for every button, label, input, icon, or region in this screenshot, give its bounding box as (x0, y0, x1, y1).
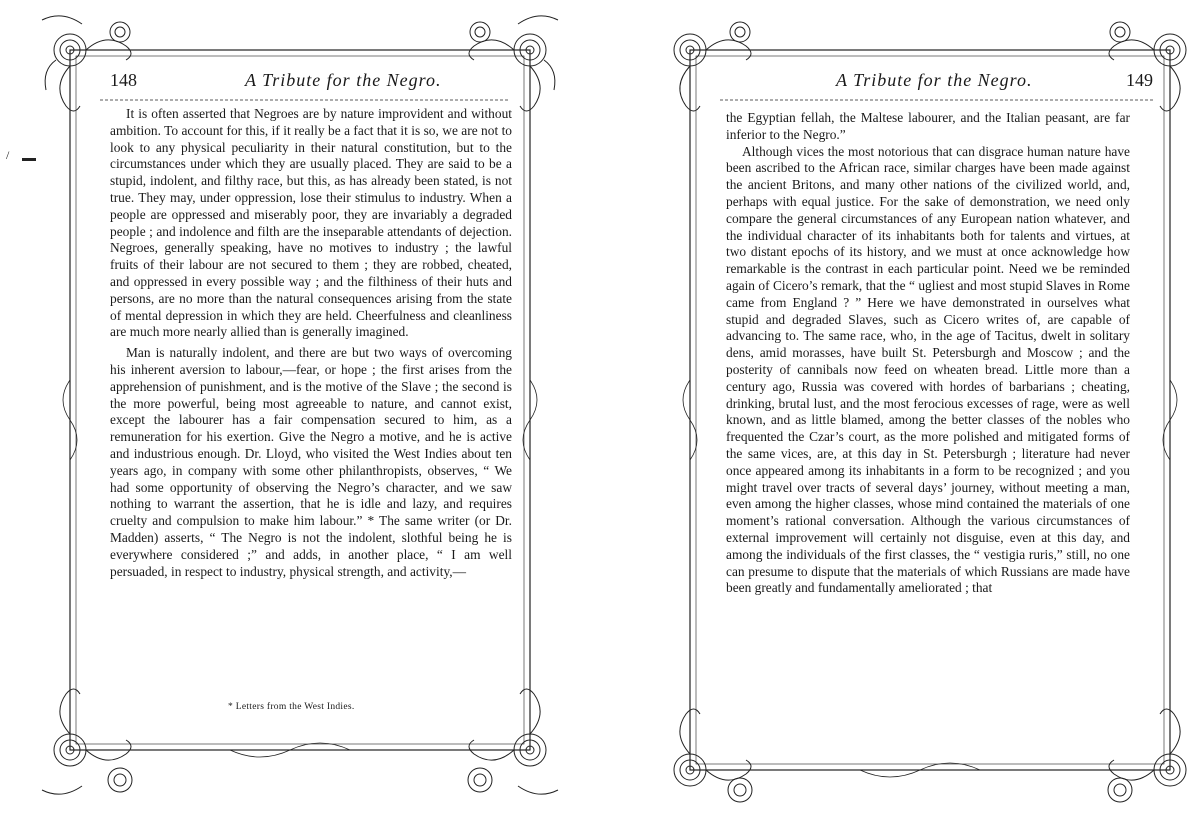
paragraph: Man is naturally indolent, and there are but two ways of overcoming his inherent aversion to labour,—fear, or hope ; the first arises from the apprehension of punishment, and is the motive of the Slave ; the second is the more powerful, being most agreeable to nature, and cannot exist, except the labourer has a fair compensation secured to him, as a remuneration for his exertion. Give the Negro a motive, and he is active and industrious enough. Dr. Lloyd, who visited the West Indies about ten years ago, in company with some other philanthropists, observes, “ We had some opportunity of observing the Negro’s character, and we saw nothing to warrant the assertion, that he is idle and lazy, and requires cruelty and compulsion to make him labour.” * The same writer (or Dr. Madden) asserts, “ The Negro is not the indolent, slothful being he is everywhere considered ;” and adds, in another place, “ I am well persuaded, in respect to industry, physical strength, and activity,— (110, 345, 512, 579)
corner-ornament-bl (42, 689, 132, 794)
body-text-right (726, 110, 1130, 597)
corner-ornament-tr (469, 16, 558, 111)
left-page (40, 0, 560, 816)
right-page (660, 0, 1200, 816)
paragraph: Although vices the most notorious that can disgrace human nature have been ascribed to the African race, similar charges have been made against the ancient Britons, and many other nations of the civilized world, and, perhaps with equal justice. For the sake of demonstration, we need only compare the general circumstances of any European nation whatever, and the individual character of its inhabitants both for talents and virtues, at two distant epochs of its history, and we must at once acknowledge how remarkable is the contrast in each particular point. Need we be reminded again of Cicero’s remark, that the “ ugliest and most stupid Slaves in Rome came from England ? ” Here we have demonstrated in ourselves what stupid and degraded Slaves, such as Cicero writes of, are capable of advancing to. The same race, who, in the age of Tacitus, dwelt in solitary dens, amid morasses, have built St. Petersburgh and Moscow ; and the posterity of cannibals now feed on wheaten bread. Little more than a century ago, Russia was covered with hordes of barbarians ; cheating, drinking, brutal lust, and the most ferocious excesses of rage, were as well known, and as little blamed, among the better classes of the nobles who frequented the Czar’s court, as the more polished and mitigated forms of the same vices, are, at this day in St. Petersburgh ; literature had never once appeared among its inhabitants in a form to be recognized ; and you might travel over tracts of several days’ journey, without meeting a man, even among the higher classes, whose mind contained the materials of one moment’s rational conversation. Although the various circumstances of external improvement will certainly not disguise, even at this day, and among the individuals of the first classes, the “ vestigia ruris,” still, no one can presume to dispute that the materials of which Russians are made have been greatly and fundamentally ameliorated ; that (726, 143, 1130, 596)
margin-mark: / (6, 148, 10, 162)
margin-mark (22, 158, 36, 161)
page-number: 148 (110, 70, 137, 90)
footnote: * Letters from the West Indies. (228, 702, 355, 712)
corner-ornament-br (1108, 709, 1186, 802)
running-title: A Tribute for the Negro. (245, 70, 442, 90)
corner-ornament-tl (674, 22, 751, 111)
corner-ornament-bl (674, 709, 752, 802)
body-text-left (110, 106, 512, 580)
paragraph: the Egyptian fellah, the Maltese labourer, and the Italian peasant, are far inferior to the Negro.” (726, 110, 1130, 142)
paragraph: It is often asserted that Negroes are by nature improvident and without ambition. To account for this, if it really be a fact that it is so, we are not to look to any physical peculiarity in their natural constitution, but to the circumstances under which they are usually placed. They are said to be a stupid, indolent, and filthy race, but this, as has already been stated, is not true. They may, under oppression, lose their stimulus to industry. When a people are oppressed and miserably poor, they are invariably a degraded people ; and indolence and filth are the inseparable attendants of dejection. Negroes, generally speaking, have no motives to industry ; the lawful fruits of their labour are not secured to them ; they are robbed, cheated, and oppressed in every possible way ; and the filthiness of their huts and persons, are no more than the natural consequences arising from the state of mental depression in which they are held. Cheerfulness and cleanliness are much more nearly allied than is generally imagined. (110, 106, 512, 340)
running-header-left (110, 70, 510, 96)
running-title: A Tribute for the Negro. (836, 70, 1033, 90)
running-header-right (726, 70, 1156, 96)
corner-ornament-tr (1109, 22, 1186, 111)
corner-ornament-tl (42, 16, 131, 111)
page-number: 149 (1126, 70, 1153, 90)
corner-ornament-br (468, 689, 558, 794)
